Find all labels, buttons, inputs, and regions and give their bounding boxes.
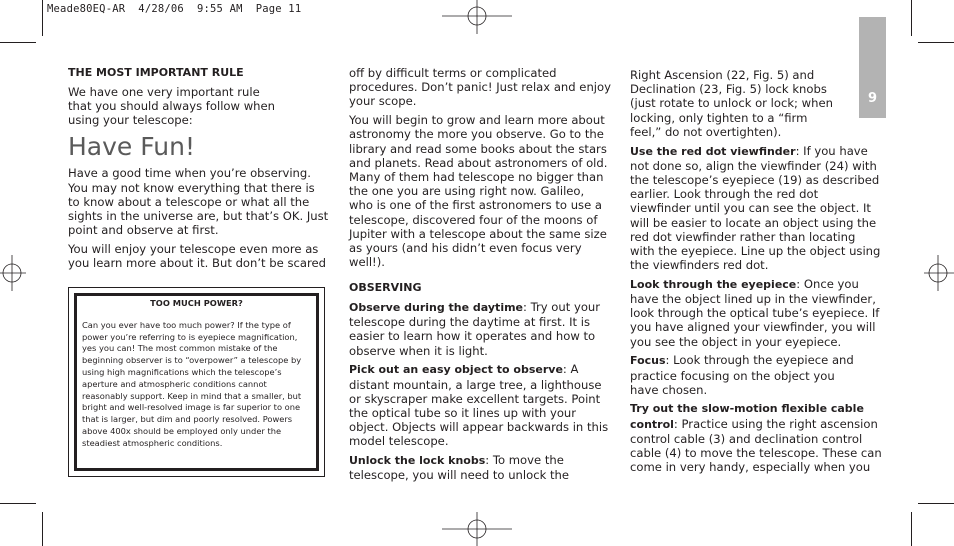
paragraph: You will enjoy your telescope even more as you learn more about it. But don’t be scared bbox=[68, 241, 326, 271]
observing-heading: OBSERVING bbox=[349, 281, 422, 295]
tip-label: Try out the slow-motion flexible cable control bbox=[630, 402, 864, 431]
column-3 bbox=[630, 68, 882, 479]
crop-mark bbox=[42, 0, 43, 36]
crop-mark bbox=[0, 503, 36, 504]
paragraph: You will begin to grow and learn more about astronomy the more you observe. Go to the library and read some books about the stars and planets. Read about astronomers of old. Many of them had telescope no bigger than the one you are using right now. Galileo, who is one of the first astronomers to use a telescope, discovered four of the moons of Jupiter with a telescope about the same size as yours (and his didn’t even focus very well!). bbox=[349, 113, 608, 270]
paragraph: Right Ascension (22, Fig. 5) and Declination (23, Fig. 5) lock knobs (just rotate to unlock or lock; when locking, only tighten to a “firm feel,” do not overtighten). bbox=[630, 68, 833, 139]
tip-paragraph bbox=[630, 277, 882, 349]
tip-paragraph bbox=[349, 362, 611, 448]
tip-paragraph bbox=[630, 353, 858, 397]
tip-paragraph bbox=[630, 401, 882, 474]
tip-label: Observe during the daytime bbox=[349, 301, 524, 315]
tip-text: : To move the telescope, you will need to unlock the bbox=[349, 453, 570, 483]
section-heading: THE MOST IMPORTANT RULE bbox=[68, 66, 244, 79]
crop-mark bbox=[0, 42, 36, 43]
tip-text: : Practice using the right ascension control cable (3) and declination control cable (4) to move the telescope. These can come in very handy, especially when you bbox=[630, 416, 882, 475]
tip-label: Look through the eyepiece bbox=[630, 277, 797, 291]
registration-mark-left bbox=[0, 255, 26, 291]
sidebar-body: Can you ever have too much power? If the type of power you’re referring to is eyepiece magnification, yes you can! The most common mistake of the beginning observer is to “overpower” a telescope by using high magnifications which the telescope’s aperture and atmospheric conditions cannot reasonably support. Keep in mind that a smaller, but bright and well-resolved image is far superior to one that is larger, but dim and poorly resolved. Powers above 400x should be employed only under the steadiest atmospheric conditions. bbox=[82, 319, 302, 448]
intro-paragraph: We have one very important rule that you should always follow when using your telescope: bbox=[68, 84, 276, 128]
column-1 bbox=[68, 66, 330, 275]
tip-text: : Try out your telescope during the daytime at first. It is easier to learn how it operates and how to observe when it is light. bbox=[349, 300, 601, 358]
crop-mark bbox=[918, 42, 954, 43]
crop-mark bbox=[918, 503, 954, 504]
tip-paragraph bbox=[349, 300, 611, 358]
tip-text: : Look through the eyepiece and practice focusing on the object you have chosen. bbox=[630, 353, 854, 397]
tip-label: Use the red dot viewfinder bbox=[630, 144, 796, 158]
paragraph: off by difficult terms or complicated procedures. Don’t panic! Just relax and enjoy your scope. bbox=[349, 66, 611, 109]
tip-paragraph bbox=[630, 144, 882, 273]
crop-mark bbox=[911, 0, 912, 36]
registration-mark-top bbox=[442, 0, 512, 34]
column-2 bbox=[349, 66, 611, 487]
paragraph: Have a good time when you’re observing. You may not know everything that there is to know about a telescope or what all the sights in the universe are, but that’s OK. Just point and observe at first. bbox=[68, 166, 329, 238]
tip-label: Focus bbox=[630, 354, 666, 368]
registration-mark-right bbox=[924, 255, 954, 291]
crop-mark bbox=[911, 512, 912, 546]
sidebar-title: TOO MUCH POWER? bbox=[150, 298, 243, 308]
have-fun-callout: Have Fun! bbox=[68, 131, 195, 161]
tip-text: : Once you have the object lined up in the viewfinder, look through the optical tube’s eyepiece. If you have aligned your viewfinder, you will you see the object in your eyepiece. bbox=[630, 276, 880, 349]
printer-slug-line: Meade80EQ-AR 4/28/06 9:55 AM Page 11 bbox=[47, 3, 302, 15]
page-number: 9 bbox=[867, 91, 878, 106]
tip-text: : A distant mountain, a large tree, a lighthouse or skyscraper make excellent targets. Point the optical tube so it lines up with your object. Objects will appear backwards in this model telescope. bbox=[349, 362, 609, 449]
sidebar-box-inner bbox=[74, 293, 319, 471]
crop-mark bbox=[42, 512, 43, 546]
tip-paragraph bbox=[349, 453, 611, 482]
registration-mark-bottom bbox=[442, 512, 512, 546]
tip-label: Pick out an easy object to observe bbox=[349, 363, 563, 377]
tip-text: : If you have not done so, align the viewfinder (24) with the telescope’s eyepiece (19) as described earlier. Look through the red dot viewfinder until you can see the object. It will be easier to locate an object using the red dot viewfinder rather than locating with the eyepiece. Line up the object using the viewfinders red dot. bbox=[630, 143, 881, 273]
tip-label: Unlock the lock knobs bbox=[349, 454, 486, 468]
sidebar-box bbox=[68, 287, 325, 477]
